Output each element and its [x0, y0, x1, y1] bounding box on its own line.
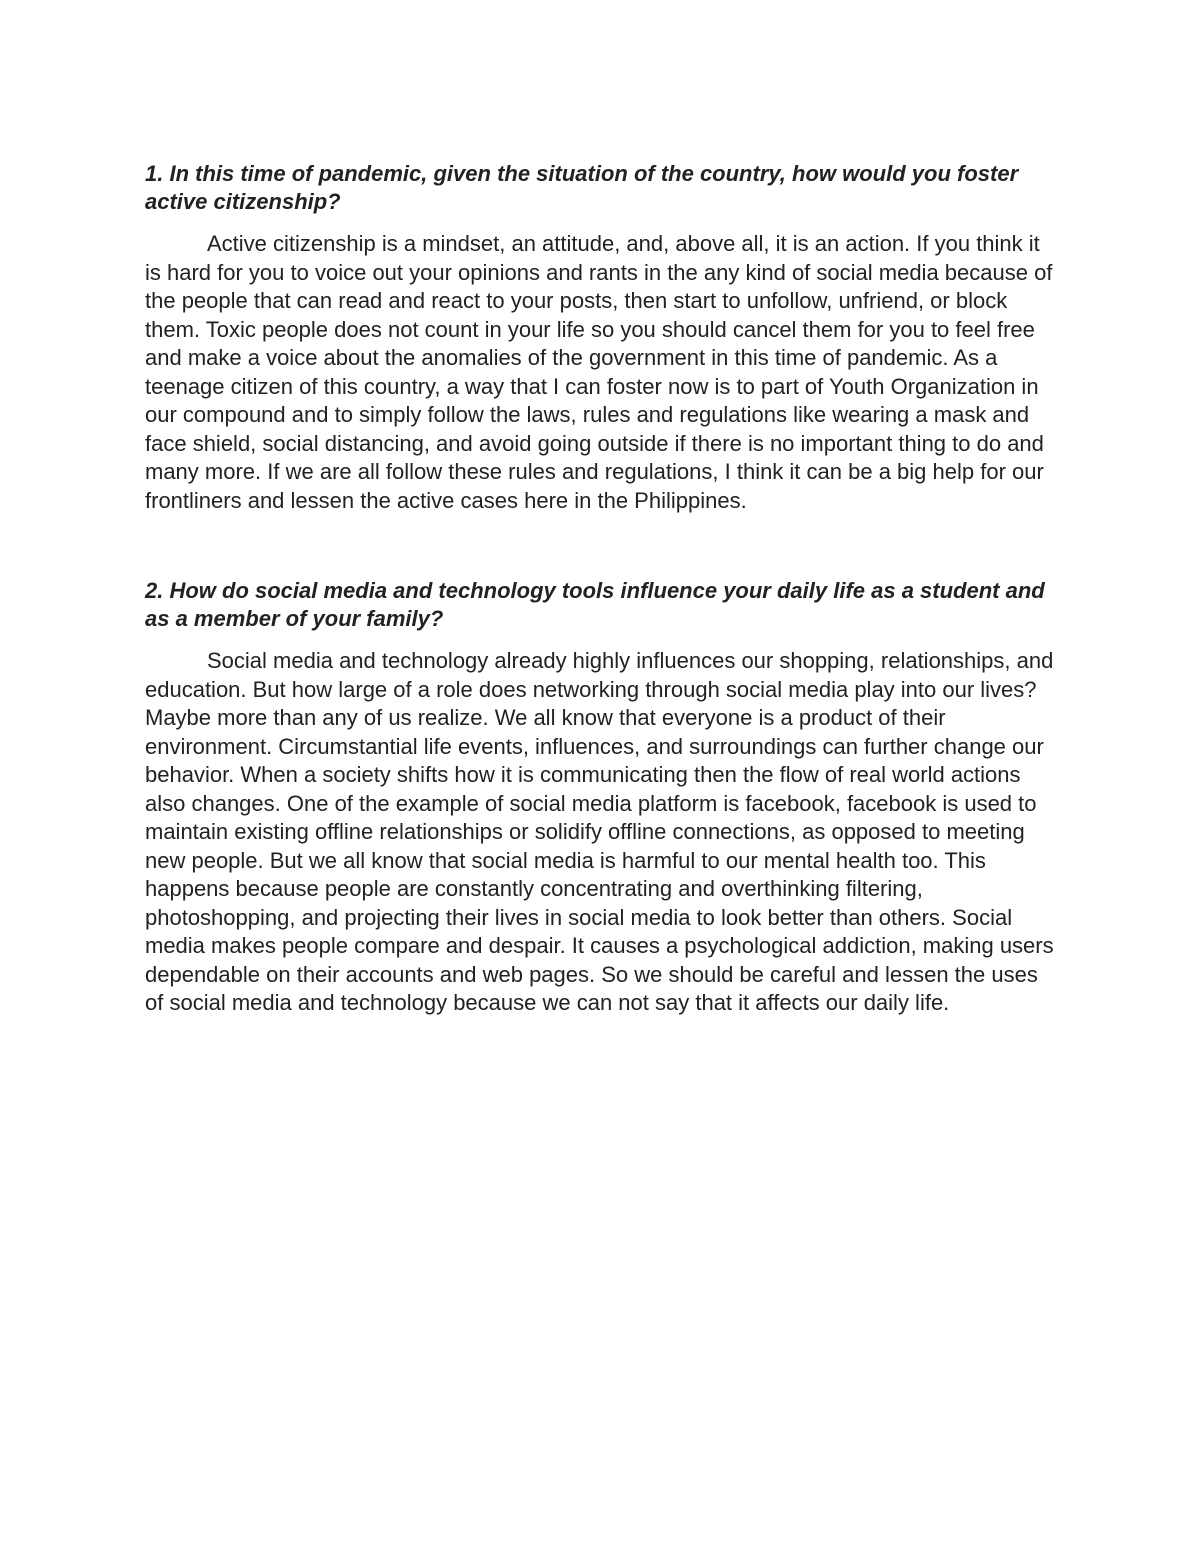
- question-section-2: [145, 577, 1060, 1018]
- answer-paragraph-1: Active citizenship is a mindset, an attitude, and, above all, it is an action. If you think it is hard for you to voice out your opinions and rants in the any kind of social media because of the people that can read and react to your posts, then start to unfollow, unfriend, or block them. Toxic people does not count in your life so you should cancel them for you to feel free and make a voice about the anomalies of the government in this time of pandemic. As a teenage citizen of this country, a way that I can foster now is to part of Youth Organization in our compound and to simply follow the laws, rules and regulations like wearing a mask and face shield, social distancing, and avoid going outside if there is no important thing to do and many more. If we are all follow these rules and regulations, I think it can be a big help for our frontliners and lessen the active cases here in the Philippines.: [145, 231, 1053, 513]
- question-heading-2: 2. How do social media and technology tools influence your daily life as a student and as a member of your family?: [145, 578, 1045, 631]
- answer-paragraph-2: Social media and technology already highly influences our shopping, relationships, and education. But how large of a role does networking through social media play into our lives? Maybe more than any of us realize. We all know that everyone is a product of their environment. Circumstantial life events, influences, and surroundings can further change our behavior. When a society shifts how it is communicating then the flow of real world actions also changes. One of the example of social media platform is facebook, facebook is used to maintain existing offline relationships or solidify offline connections, as opposed to meeting new people. But we all know that social media is harmful to our mental health too. This happens because people are constantly concentrating and overthinking filtering, photoshopping, and projecting their lives in social media to look better than others. Social media makes people compare and despair. It causes a psychological addiction, making users dependable on their accounts and web pages. So we should be careful and lessen the uses of social media and technology because we can not say that it affects our daily life.: [145, 648, 1054, 1015]
- question-heading-1: 1. In this time of pandemic, given the situation of the country, how would you foster active citizenship?: [145, 161, 1019, 214]
- document-body: [145, 160, 1060, 1018]
- question-section-1: [145, 160, 1060, 515]
